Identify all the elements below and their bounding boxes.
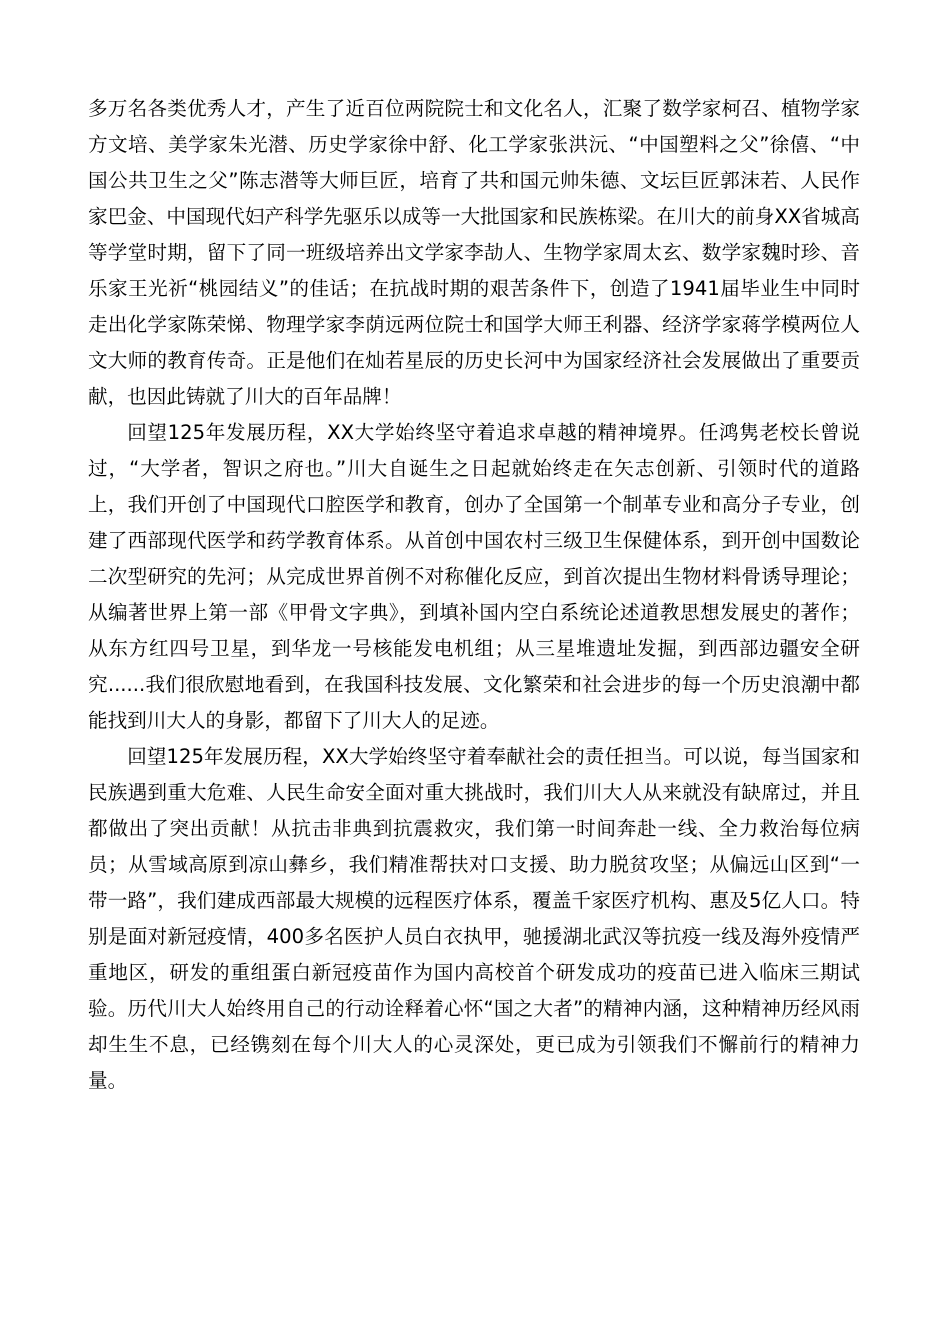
paragraph-1: 多万名各类优秀人才，产生了近百位两院院士和文化名人，汇聚了数学家柯召、植物学家方文培、美学家朱光潜、历史学家徐中舒、化工学家张洪沅、“中国塑料之父”徐僖、“中国公共卫生之父”陈志潜等大师巨匠，培育了共和国元帅朱德、文坛巨匠郭沫若、人民作家巴金、中国现代妇产科学先驱乐以成等一大批国家和民族栋梁。在川大的前身XX省城高等学堂时期，留下了同一班级培养出文学家李劼人、生物学家周太玄、数学家魏时珍、音乐家王光祈“桃园结义”的佳话；在抗战时期的艰苦条件下，创造了1941届毕业生中同时走出化学家陈荣悌、物理学家李荫远两位院士和国学大师王利器、经济学家蒋学模两位人文大师的教育传奇。正是他们在灿若星辰的历史长河中为国家经济社会发展做出了重要贡献，也因此铸就了川大的百年品牌！ [88, 97, 860, 408]
paragraph-2: 回望125年发展历程，XX大学始终坚守着追求卓越的精神境界。任鸿隽老校长曾说过，“大学者，智识之府也。”川大自诞生之日起就始终走在矢志创新、引领时代的道路上，我们开创了中国现代口腔医学和教育，创办了全国第一个制革专业和高分子专业，创建了西部现代医学和药学教育体系。从首创中国农村三级卫生保健体系，到开创中国数论二次型研究的先河；从完成世界首例不对称催化反应，到首次提出生物材料骨诱导理论；从编著世界上第一部《甲骨文字典》，到填补国内空白系统论述道教思想发展史的著作；从东方红四号卫星，到华龙一号核能发电机组；从三星堆遗址发掘，到西部边疆安全研究......我们很欣慰地看到，在我国科技发展、文化繁荣和社会进步的每一个历史浪潮中都能找到川大人的身影，都留下了川大人的足迹。 [88, 421, 860, 732]
paragraph-3: 回望125年发展历程，XX大学始终坚守着奉献社会的责任担当。可以说，每当国家和民族遇到重大危难、人民生命安全面对重大挑战时，我们川大人从来就没有缺席过，并且都做出了突出贡献！从抗击非典到抗震救灾，我们第一时间奔赴一线、全力救治每位病员；从雪域高原到凉山彝乡，我们精准帮扶对口支援、助力脱贫攻坚；从偏远山区到“一带一路”，我们建成西部最大规模的远程医疗体系，覆盖千家医疗机构、惠及5亿人口。特别是面对新冠疫情，400多名医护人员白衣执甲，驰援湖北武汉等抗疫一线及海外疫情严重地区，研发的重组蛋白新冠疫苗作为国内高校首个研发成功的疫苗已进入临床三期试验。历代川大人始终用自己的行动诠释着心怀“国之大者”的精神内涵，这种精神历经风雨却生生不息，已经镌刻在每个川大人的心灵深处，更已成为引领我们不懈前行的精神力量。 [88, 745, 860, 1092]
document-body [88, 91, 860, 1099]
